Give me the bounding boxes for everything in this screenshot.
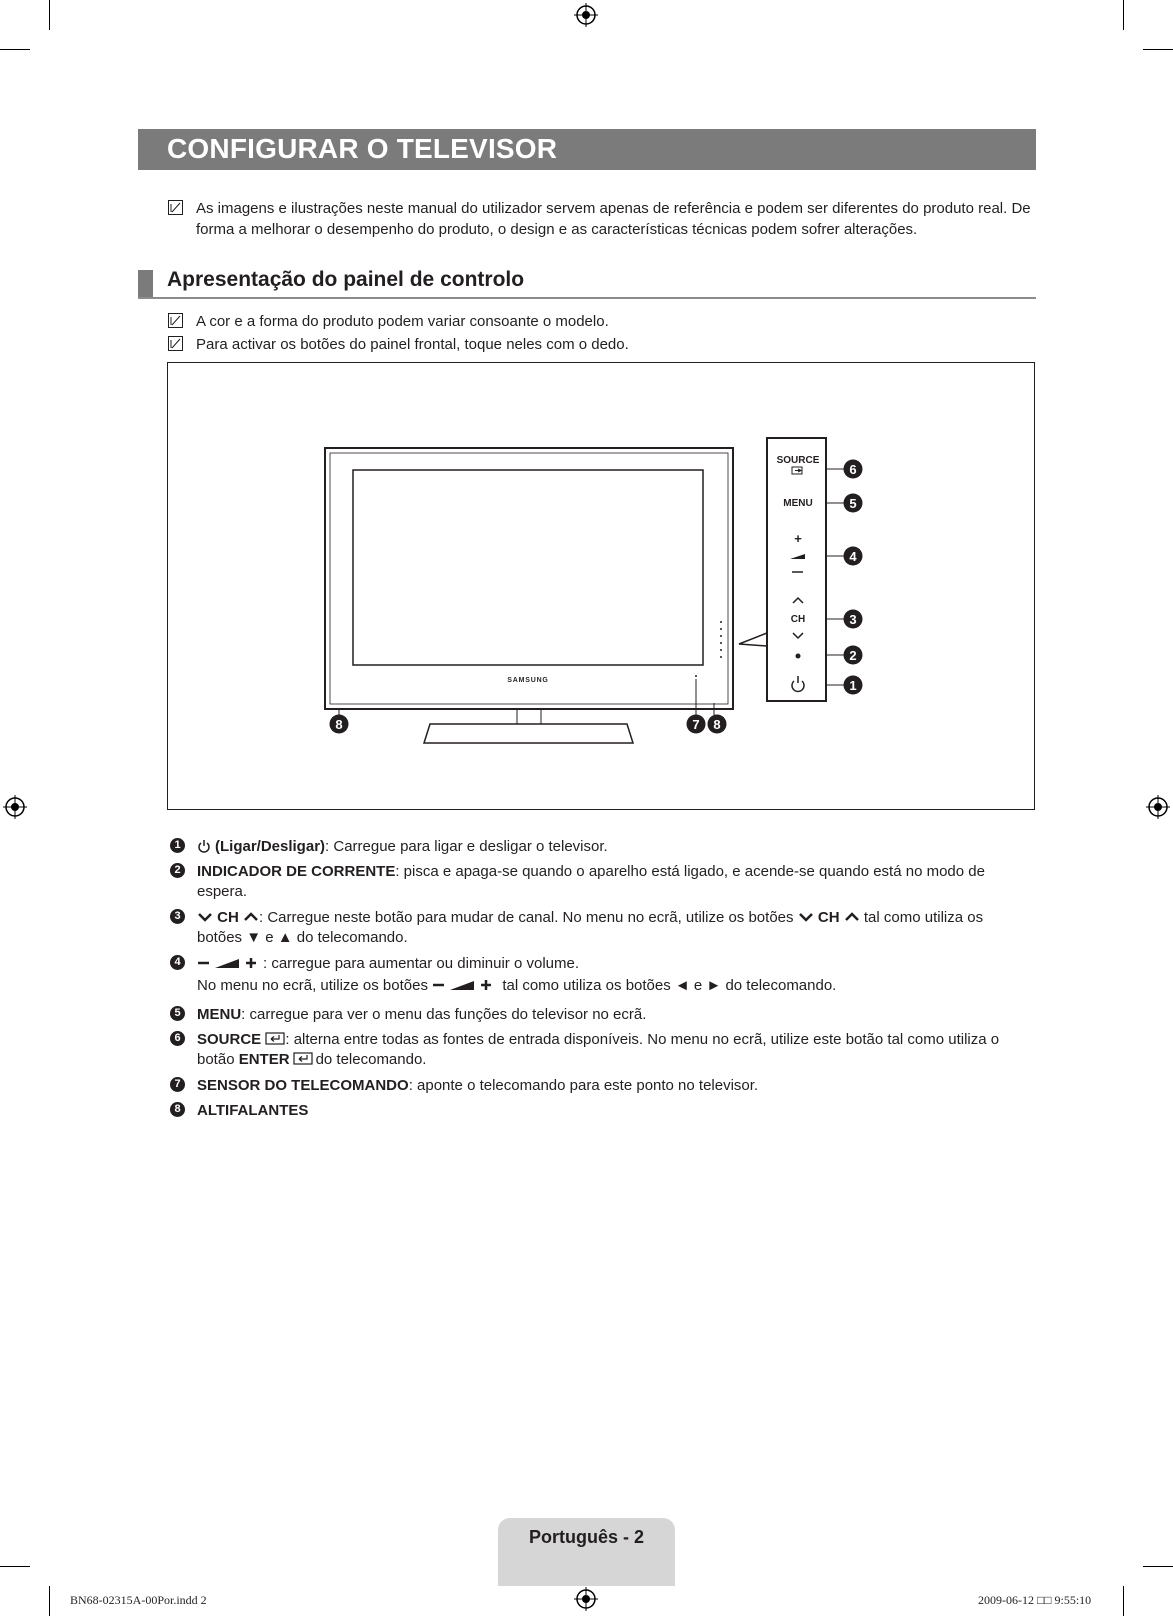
- legend-desc: botão: [197, 1051, 235, 1068]
- intro-note-line: forma a melhorar o desempenho do produto, o design e as características técnicas podem sofrer alterações.: [196, 221, 918, 238]
- note: [168, 311, 1038, 332]
- legend-number: 7: [170, 1077, 185, 1092]
- crop-mark: [1123, 1586, 1124, 1616]
- svg-text:+: +: [794, 531, 802, 546]
- note-text: Para activar os botões do painel frontal, toque neles com o dedo.: [196, 336, 629, 353]
- legend-desc: tal como utiliza os: [863, 909, 984, 926]
- panel-ch-label: CH: [790, 614, 806, 625]
- print-slug-left: BN68-02315A-00Por.indd 2: [70, 1593, 207, 1607]
- chevron-down-icon: [798, 911, 814, 923]
- legend-number: 8: [170, 1102, 185, 1117]
- crop-mark: [0, 1566, 30, 1567]
- legend-desc: : Carregue neste botão para mudar de canal. No menu no ecrã, utilize os botões: [259, 909, 794, 926]
- page-number: Português - 2: [528, 1527, 644, 1547]
- print-slug-right: 2009-06-12 □□ 9:55:10: [978, 1593, 1092, 1607]
- chevron-up-icon: [243, 911, 259, 923]
- legend-desc: : carregue para ver o menu das funções do televisor no ecrã.: [241, 1006, 647, 1023]
- svg-text:1: 1: [849, 678, 857, 693]
- legend-number: 2: [170, 863, 185, 878]
- crop-mark: [1143, 1566, 1173, 1567]
- tv-screen: [353, 470, 703, 665]
- legend-number: 5: [170, 1006, 185, 1021]
- section-rule: [138, 297, 1036, 299]
- legend-desc: : carregue para aumentar ou diminuir o volume.: [263, 955, 579, 972]
- chevron-down-icon: [197, 911, 213, 923]
- crop-mark: [1123, 0, 1124, 30]
- intro-note: [168, 198, 1038, 242]
- legend-term: SOURCE: [197, 1031, 262, 1048]
- tv-stand-base: [424, 724, 633, 743]
- legend-item: [170, 1030, 1020, 1070]
- legend-number: 4: [170, 955, 185, 970]
- legend-term: CH: [217, 909, 239, 926]
- registration-mark-icon: [574, 1587, 598, 1611]
- intro-note-line: As imagens e ilustrações neste manual do utilizador servem apenas de referência e podem ser diferentes do produto real. De: [196, 200, 1031, 217]
- tv-brand-logo: SAMSUNG: [507, 677, 549, 684]
- crop-mark: [49, 0, 50, 30]
- section-heading: [138, 268, 1036, 298]
- legend-number: 1: [170, 838, 185, 853]
- registration-mark-icon: [3, 795, 27, 819]
- legend-desc: tal como utiliza os botões ◄ e ► do telecomando.: [502, 977, 837, 994]
- volume-icon: [197, 956, 263, 970]
- registration-mark-icon: [574, 3, 598, 27]
- chevron-up-icon: [844, 911, 860, 923]
- legend-item: [170, 908, 1020, 948]
- legend-item: [170, 1076, 1020, 1096]
- legend-number: 3: [170, 909, 185, 924]
- legend-term: CH: [817, 909, 840, 926]
- legend-number: 6: [170, 1031, 185, 1046]
- note-text: A cor e a forma do produto podem variar consoante o modelo.: [196, 313, 609, 330]
- legend-desc: No menu no ecrã, utilize os botões: [197, 977, 428, 994]
- control-panel-zoom: [767, 438, 826, 701]
- svg-text:8: 8: [335, 717, 343, 732]
- registration-mark-icon: [1146, 795, 1170, 819]
- page-number-tab: [498, 1518, 675, 1586]
- panel-source-label: SOURCE: [776, 455, 820, 466]
- svg-text:4: 4: [849, 549, 857, 564]
- page-title-bar: [138, 129, 1036, 170]
- legend-desc: : alterna entre todas as fontes de entrada disponíveis. No menu no ecrã, utilize este botão tal como utiliza o: [285, 1031, 1000, 1048]
- legend-term: SENSOR DO TELECOMANDO: [197, 1077, 409, 1094]
- legend-term: MENU: [197, 1006, 242, 1023]
- note-icon: [168, 336, 183, 351]
- legend-term: ENTER: [238, 1051, 290, 1068]
- volume-icon: [432, 978, 498, 992]
- legend-term: ALTIFALANTES: [197, 1102, 309, 1119]
- legend-desc: botões ▼ e ▲ do telecomando.: [197, 929, 408, 946]
- page-title: CONFIGURAR O TELEVISOR: [167, 133, 558, 164]
- tv-bezel: [325, 448, 733, 709]
- legend-item: [170, 1101, 1020, 1121]
- svg-text:2: 2: [849, 648, 857, 663]
- legend-item: [170, 837, 1020, 857]
- legend-item: [170, 1005, 1020, 1025]
- crop-mark: [49, 1586, 50, 1616]
- legend-term: (Ligar/Desligar): [215, 838, 326, 855]
- control-panel-figure: [167, 362, 1035, 810]
- enter-icon: [293, 1052, 313, 1065]
- tv-illustration: [168, 363, 1034, 809]
- legend-item: [170, 954, 1020, 998]
- tv-stand-neck: [517, 709, 541, 724]
- enter-icon: [265, 1032, 285, 1045]
- svg-text:7: 7: [692, 717, 700, 732]
- crop-mark: [1143, 49, 1173, 50]
- legend-desc: : aponte o telecomando para este ponto no televisor.: [408, 1077, 759, 1094]
- section-marker: [138, 270, 153, 297]
- legend-desc: espera.: [197, 883, 248, 900]
- svg-text:8: 8: [713, 717, 721, 732]
- note-icon: [168, 200, 183, 215]
- svg-text:6: 6: [849, 462, 857, 477]
- legend-desc: : Carregue para ligar e desligar o televisor.: [325, 838, 608, 855]
- note: [168, 334, 1038, 355]
- section-title: Apresentação do painel de controlo: [167, 268, 525, 291]
- note-icon: [168, 313, 183, 328]
- crop-mark: [0, 49, 30, 50]
- legend-desc: : pisca e apaga-se quando o aparelho está ligado, e acende-se quando está no modo de: [395, 863, 985, 880]
- svg-text:5: 5: [849, 496, 857, 511]
- legend-item: [170, 862, 1020, 902]
- legend-term: INDICADOR DE CORRENTE: [197, 863, 396, 880]
- legend-desc: do telecomando.: [315, 1051, 427, 1068]
- panel-menu-label: MENU: [783, 498, 813, 509]
- svg-text:3: 3: [849, 612, 857, 627]
- power-icon: [197, 839, 211, 853]
